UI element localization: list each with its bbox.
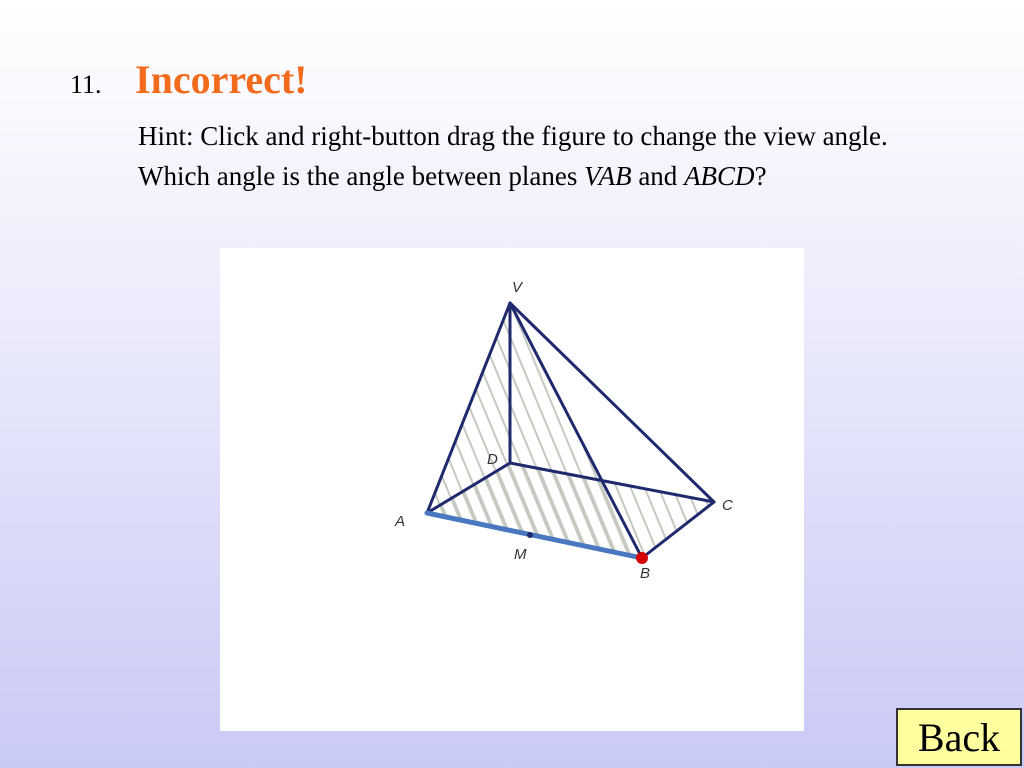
hint-text-part-3: ? [754,161,767,191]
hatch-line-base-0 [310,288,430,578]
edge-ab [427,513,642,558]
hint-text [138,116,938,196]
hatch-line-base-2 [338,288,458,578]
hatch-line-vab-0 [280,288,400,578]
edge-bc [642,502,714,558]
hint-text-part-1: Hint: Click and right-button drag the figure to change the view angle. Which angle is the angle between planes [138,121,888,191]
point-b[interactable] [636,552,648,564]
hatch-line-base-3 [352,288,472,578]
hatch-line-vab-4 [336,288,456,578]
point-m [527,532,533,538]
label-v: V [512,279,523,296]
pyramid-figure[interactable] [220,248,804,731]
hatch-line-base-29 [716,288,804,578]
hatch-face-vab [280,288,750,578]
hatch-line-vab-3 [322,288,442,578]
label-a: A [395,513,406,530]
edge-dc [510,463,714,502]
label-m: M [514,546,527,563]
hatch-line-base-26 [674,288,794,578]
hatch-line-base-5 [380,288,500,578]
result-heading: Incorrect! [135,57,308,102]
hatch-line-vab-24 [616,288,736,578]
hint-text-part-2: and [631,161,685,191]
hatch-line-vab-5 [350,288,470,578]
hatch-line-vab-25 [630,288,750,578]
hatch-line-vab-1 [294,288,414,578]
plane-abcd: ABCD [684,161,755,191]
hatch-line-vab-2 [308,288,428,578]
back-button[interactable]: Back [896,708,1022,766]
hatch-line-base-4 [366,288,486,578]
label-b: B [640,565,651,582]
hatch-line-base-27 [688,288,804,578]
label-c: C [722,497,733,514]
hatch-line-base-6 [394,288,514,578]
plane-vab: VAB [584,161,632,191]
hatch-base-abcd [310,288,804,578]
hatch-line-base-1 [324,288,444,578]
hatch-line-base-28 [702,288,804,578]
pyramid-diagram[interactable] [220,248,804,731]
question-number: 11. [70,70,102,99]
hatch-line-base-25 [660,288,780,578]
label-d: D [487,451,498,468]
